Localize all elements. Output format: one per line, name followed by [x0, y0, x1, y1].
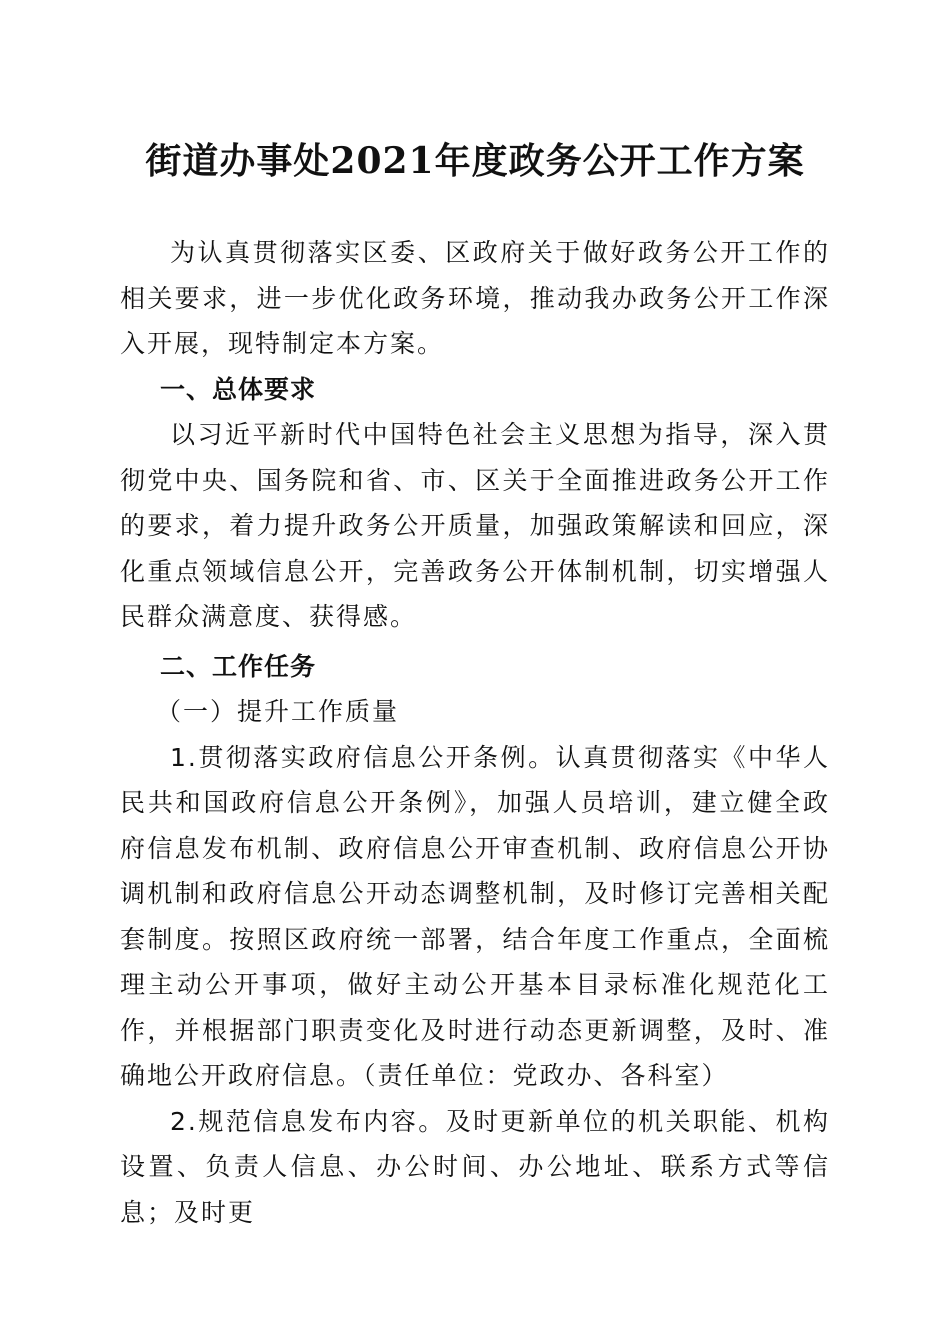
subheading-improve-quality: （一）提升工作质量 — [156, 697, 400, 726]
section-heading-overall-requirements: 一、总体要求 — [160, 374, 317, 404]
intro-paragraph: 为认真贯彻落实区委、区政府关于做好政务公开工作的相关要求，进一步优化政务环境，推动我办政务公开工作深入开展，现特制定本方案。 — [120, 238, 830, 358]
task-item-1: 1.贯彻落实政府信息公开条例。认真贯彻落实《中华人民共和国政府信息公开条例》，加强人员培训，建立健全政府信息发布机制、政府信息公开审查机制、政府信息公开协调机制和政府信息公开动态调整机制，及时修订完善相关配套制度。按照区政府统一部署，结合年度工作重点，全面梳理主动公开事项，做好主动公开基本目录标准化规范化工作，并根据部门职责变化及时进行动态更新调整，及时、准确地公开政府信息。（责任单位：党政办、各科室） — [120, 742, 830, 1090]
document-title: 街道办事处2021年度政务公开工作方案 — [145, 140, 805, 182]
section-paragraph-overall-requirements: 以习近平新时代中国特色社会主义思想为指导，深入贯彻党中央、国务院和省、市、区关于全面推进政务公开工作的要求，着力提升政务公开质量，加强政策解读和回应，深化重点领域信息公开，完善政务公开体制机制，切实增强人民群众满意度、获得感。 — [120, 420, 830, 631]
section-heading-work-tasks: 二、工作任务 — [160, 651, 317, 681]
task-item-2: 2.规范信息发布内容。及时更新单位的机关职能、机构设置、负责人信息、办公时间、办公地址、联系方式等信息；及时更 — [120, 1106, 830, 1227]
document-body — [120, 230, 830, 1235]
